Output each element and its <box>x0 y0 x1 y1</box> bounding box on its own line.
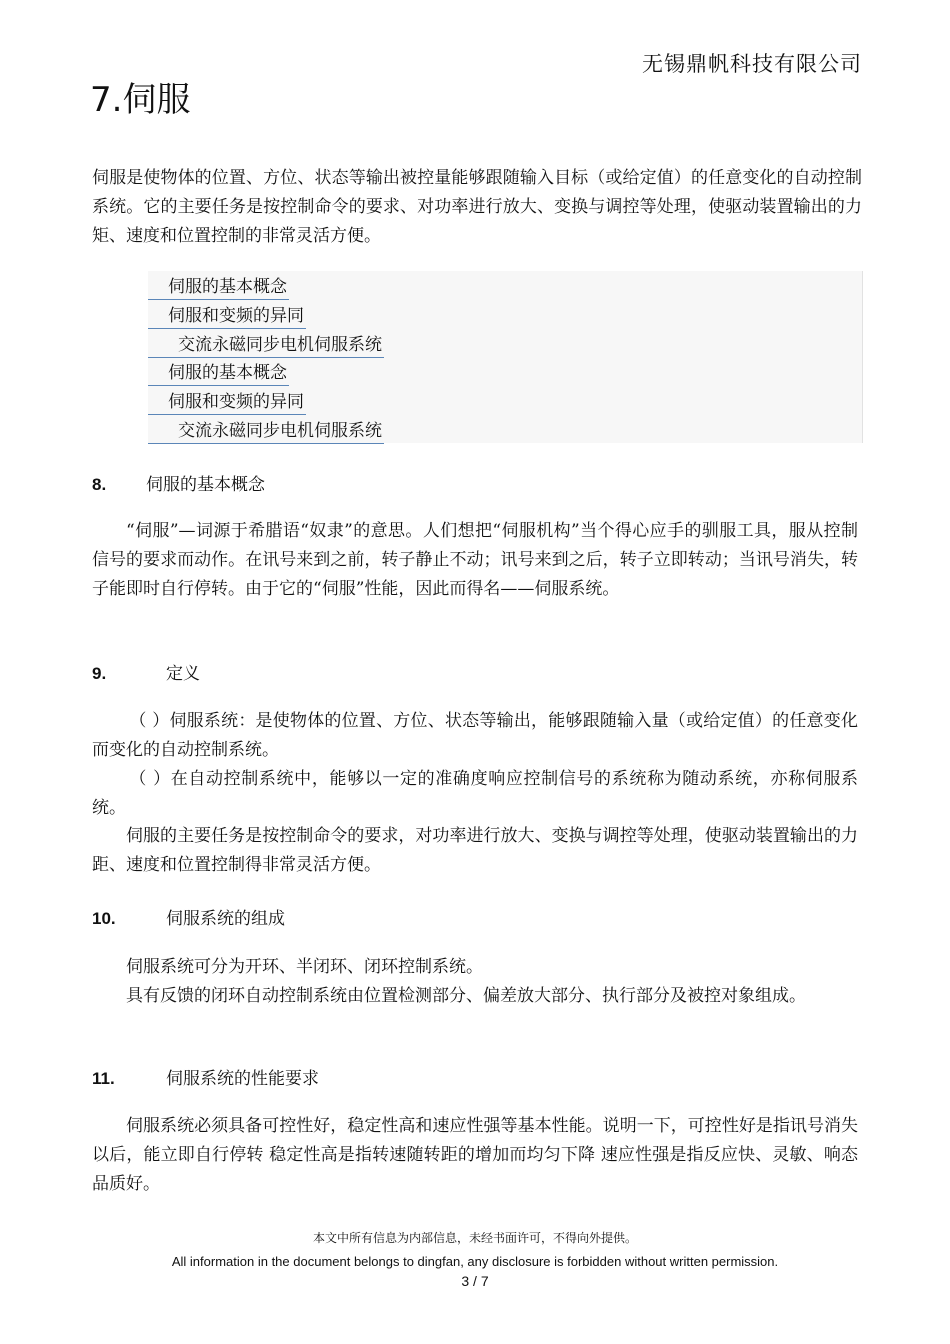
company-name: 无锡鼎帆科技有限公司 <box>642 52 862 76</box>
page-title: 7.伺服 <box>90 80 191 120</box>
body-paragraph: 具有反馈的闭环自动控制系统由位置检测部分、偏差放大部分、执行部分及被控对象组成。 <box>126 986 806 1006</box>
body-paragraph: 伺服的主要任务是按控制命令的要求，对功率进行放大、变换与调控等处理，使驱动装置输出的力距、速度和位置控制得非常灵活方便。 <box>92 826 858 875</box>
body-paragraph: 伺服系统可分为开环、半闭环、闭环控制系统。 <box>126 957 483 977</box>
section-heading <box>92 1064 319 1089</box>
toc-link-servo-vs-vfd[interactable]: 伺服和变频的异同 <box>148 390 306 415</box>
toc-link-servo-vs-vfd[interactable]: 伺服和变频的异同 <box>148 304 306 329</box>
section-number: 9. <box>92 664 107 683</box>
toc-link-basic-concept[interactable]: 伺服的基本概念 <box>148 275 289 300</box>
table-of-contents <box>148 271 863 443</box>
toc-link-pmsm-servo[interactable]: 交流永磁同步电机伺服系统 <box>148 333 384 358</box>
section-number: 10. <box>92 909 116 928</box>
section-heading <box>92 659 200 684</box>
body-paragraph: “伺服”—词源于希腊语“奴隶”的意思。人们想把“伺服机构”当个得心应手的驯服工具，服从控制信号的要求而动作。在讯号来到之前，转子静止不动；讯号来到之后，转子立即转动；当讯号消失，转子能即时自行停转。由于它的“伺服”性能，因此而得名——伺服系统。 <box>92 521 858 599</box>
footer-confidentiality-cn: 本文中所有信息为内部信息，未经书面许可，不得向外提供。 <box>312 1231 637 1245</box>
section-title: 定义 <box>166 664 200 684</box>
footer-confidentiality-en: All information in the document belongs to dingfan, any disclosure is forbidden without written permission. <box>171 1254 779 1269</box>
intro-paragraph: 伺服是使物体的位置、方位、状态等输出被控量能够跟随输入目标（或给定值）的任意变化的自动控制系统。它的主要任务是按控制命令的要求、对功率进行放大、变换与调控等处理，使驱动装置输出的力矩、速度和位置控制的非常灵活方便。 <box>92 168 862 246</box>
section-number: 11. <box>92 1069 115 1088</box>
section-heading <box>92 904 285 929</box>
section-heading <box>92 470 265 495</box>
body-paragraph: （ ）在自动控制系统中，能够以一定的准确度响应控制信号的系统称为随动系统，亦称伺服系统。 <box>92 769 858 818</box>
section-title: 伺服系统的组成 <box>166 909 285 929</box>
section-number: 8. <box>92 475 107 494</box>
toc-link-basic-concept[interactable]: 伺服的基本概念 <box>148 361 289 386</box>
body-paragraph: 伺服系统必须具备可控性好，稳定性高和速应性强等基本性能。说明一下，可控性好是指讯号消失以后，能立即自行停转 稳定性高是指转速随转距的增加而均匀下降 速应性强是指反应快、灵敏、响态品质好。 <box>92 1116 858 1194</box>
section-title: 伺服系统的性能要求 <box>166 1069 319 1089</box>
page-number: 3 / 7 <box>461 1273 489 1289</box>
section-title: 伺服的基本概念 <box>146 475 265 495</box>
toc-link-pmsm-servo[interactable]: 交流永磁同步电机伺服系统 <box>148 419 384 444</box>
body-paragraph: （ ）伺服系统：是使物体的位置、方位、状态等输出，能够跟随输入量（或给定值）的任意变化而变化的自动控制系统。 <box>92 711 858 760</box>
